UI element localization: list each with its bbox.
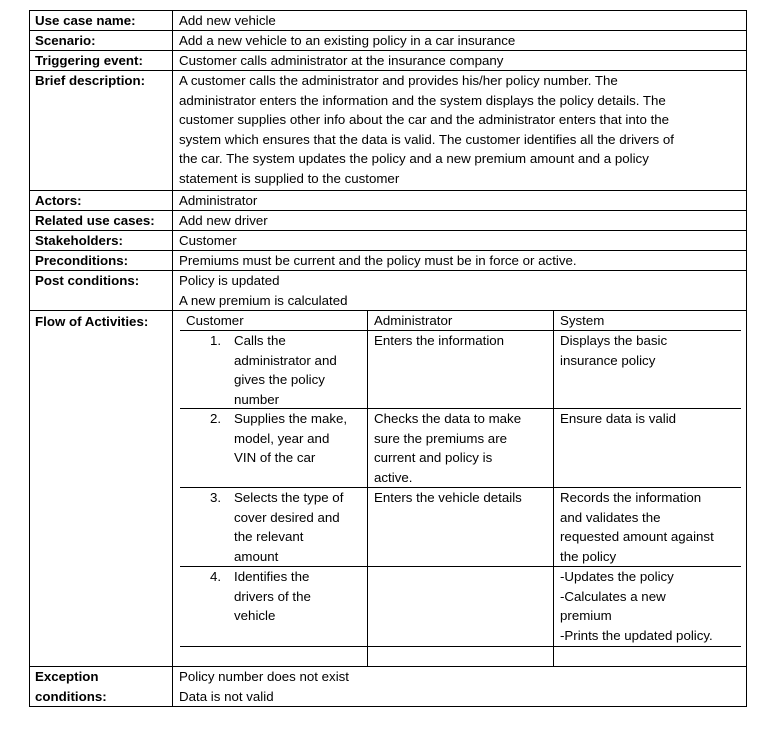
trigger-label: Triggering event: [35, 53, 143, 68]
step-line: Ensure data is valid [560, 411, 677, 426]
step-line: VIN of the car [234, 450, 316, 465]
exception-conditions-label [35, 667, 170, 706]
step-number: 1. [210, 333, 222, 348]
related-use-cases-label: Related use cases: [35, 213, 155, 228]
step-number: 4. [210, 569, 222, 584]
step-number: 3. [210, 490, 222, 505]
brief-description-label: Brief description: [35, 73, 146, 88]
label-line: conditions: [35, 688, 107, 704]
brief-line: system which ensures that the data is valid. The customer identifies all the drivers of [179, 131, 674, 147]
step-line: Enters the information [374, 333, 505, 348]
exception-conditions-value [179, 667, 739, 706]
step-line: -Updates the policy [560, 569, 674, 584]
preconditions-value: Premiums must be current and the policy must be in force or active. [179, 253, 577, 268]
brief-line: the car. The system updates the policy and a new premium amount and a policy [179, 151, 649, 166]
step-line: Displays the basic [560, 333, 668, 348]
use-case-table [29, 10, 747, 707]
brief-line: administrator enters the information and the system displays the policy details. The [179, 92, 666, 108]
stakeholders-value: Customer [179, 233, 237, 248]
exception-line: Policy number does not exist [179, 669, 349, 684]
post-condition-line: Policy is updated [179, 273, 280, 288]
step-line: premium [560, 608, 612, 623]
flow-header-system: System [560, 313, 605, 328]
trigger-value: Customer calls administrator at the insurance company [179, 53, 504, 68]
step-line: and validates the [560, 509, 661, 525]
step-line: Records the information [560, 490, 702, 505]
step-line: -Prints the updated policy. [560, 627, 713, 643]
flow-step-1-system [560, 331, 745, 370]
step-line: the relevant [234, 529, 304, 544]
step-line: requested amount against [560, 529, 714, 544]
step-line: Supplies the make, [234, 411, 348, 426]
step-line: amount [234, 548, 279, 564]
step-line: gives the policy [234, 372, 325, 387]
step-line: Enters the vehicle details [374, 490, 522, 505]
preconditions-label: Preconditions: [35, 253, 129, 268]
step-line: number [234, 391, 280, 407]
post-conditions-label: Post conditions: [35, 273, 140, 288]
step-line: cover desired and [234, 509, 340, 525]
scenario-label: Scenario: [35, 33, 96, 48]
step-line: insurance policy [560, 352, 656, 368]
step-number: 2. [210, 411, 222, 426]
flow-step-1-admin [374, 331, 549, 351]
brief-line: customer supplies other info about the car and the administrator enters that into the [179, 112, 670, 127]
scenario-value: Add a new vehicle to an existing policy in a car insurance [179, 33, 516, 48]
post-conditions-value [179, 271, 739, 310]
actors-label: Actors: [35, 193, 82, 208]
step-line: Selects the type of [234, 490, 344, 505]
flow-header-customer: Customer [186, 313, 244, 328]
flow-of-activities-label: Flow of Activities: [35, 314, 149, 329]
flow-step-2-system [560, 409, 745, 429]
flow-step-3-admin [374, 488, 549, 508]
flow-step-4-system [560, 567, 745, 645]
step-line: Identifies the [234, 569, 310, 584]
flow-step-2-admin [374, 409, 549, 487]
exception-line: Data is not valid [179, 688, 274, 704]
related-use-cases-value: Add new driver [179, 213, 268, 228]
flow-step-3-system [560, 488, 745, 566]
brief-line: A customer calls the administrator and provides his/her policy number. The [179, 73, 618, 88]
brief-description-value [179, 71, 739, 188]
step-line: current and policy is [374, 450, 493, 465]
label-line: Exception [35, 669, 99, 684]
use-case-name-label: Use case name: [35, 13, 136, 28]
step-line: administrator and [234, 352, 337, 368]
flow-header-administrator: Administrator [374, 313, 453, 328]
use-case-name-value: Add new vehicle [179, 13, 276, 28]
step-line: Checks the data to make [374, 411, 522, 426]
actors-value: Administrator [179, 193, 258, 208]
step-line: model, year and [234, 430, 330, 446]
step-line: the policy [560, 548, 617, 564]
brief-line: statement is supplied to the customer [179, 170, 400, 186]
step-line: active. [374, 469, 413, 485]
step-line: -Calculates a new [560, 588, 666, 604]
step-line: drivers of the [234, 588, 311, 604]
post-condition-line: A new premium is calculated [179, 292, 348, 308]
step-line: vehicle [234, 608, 276, 623]
stakeholders-label: Stakeholders: [35, 233, 123, 248]
step-line: Calls the [234, 333, 286, 348]
step-line: sure the premiums are [374, 430, 508, 446]
